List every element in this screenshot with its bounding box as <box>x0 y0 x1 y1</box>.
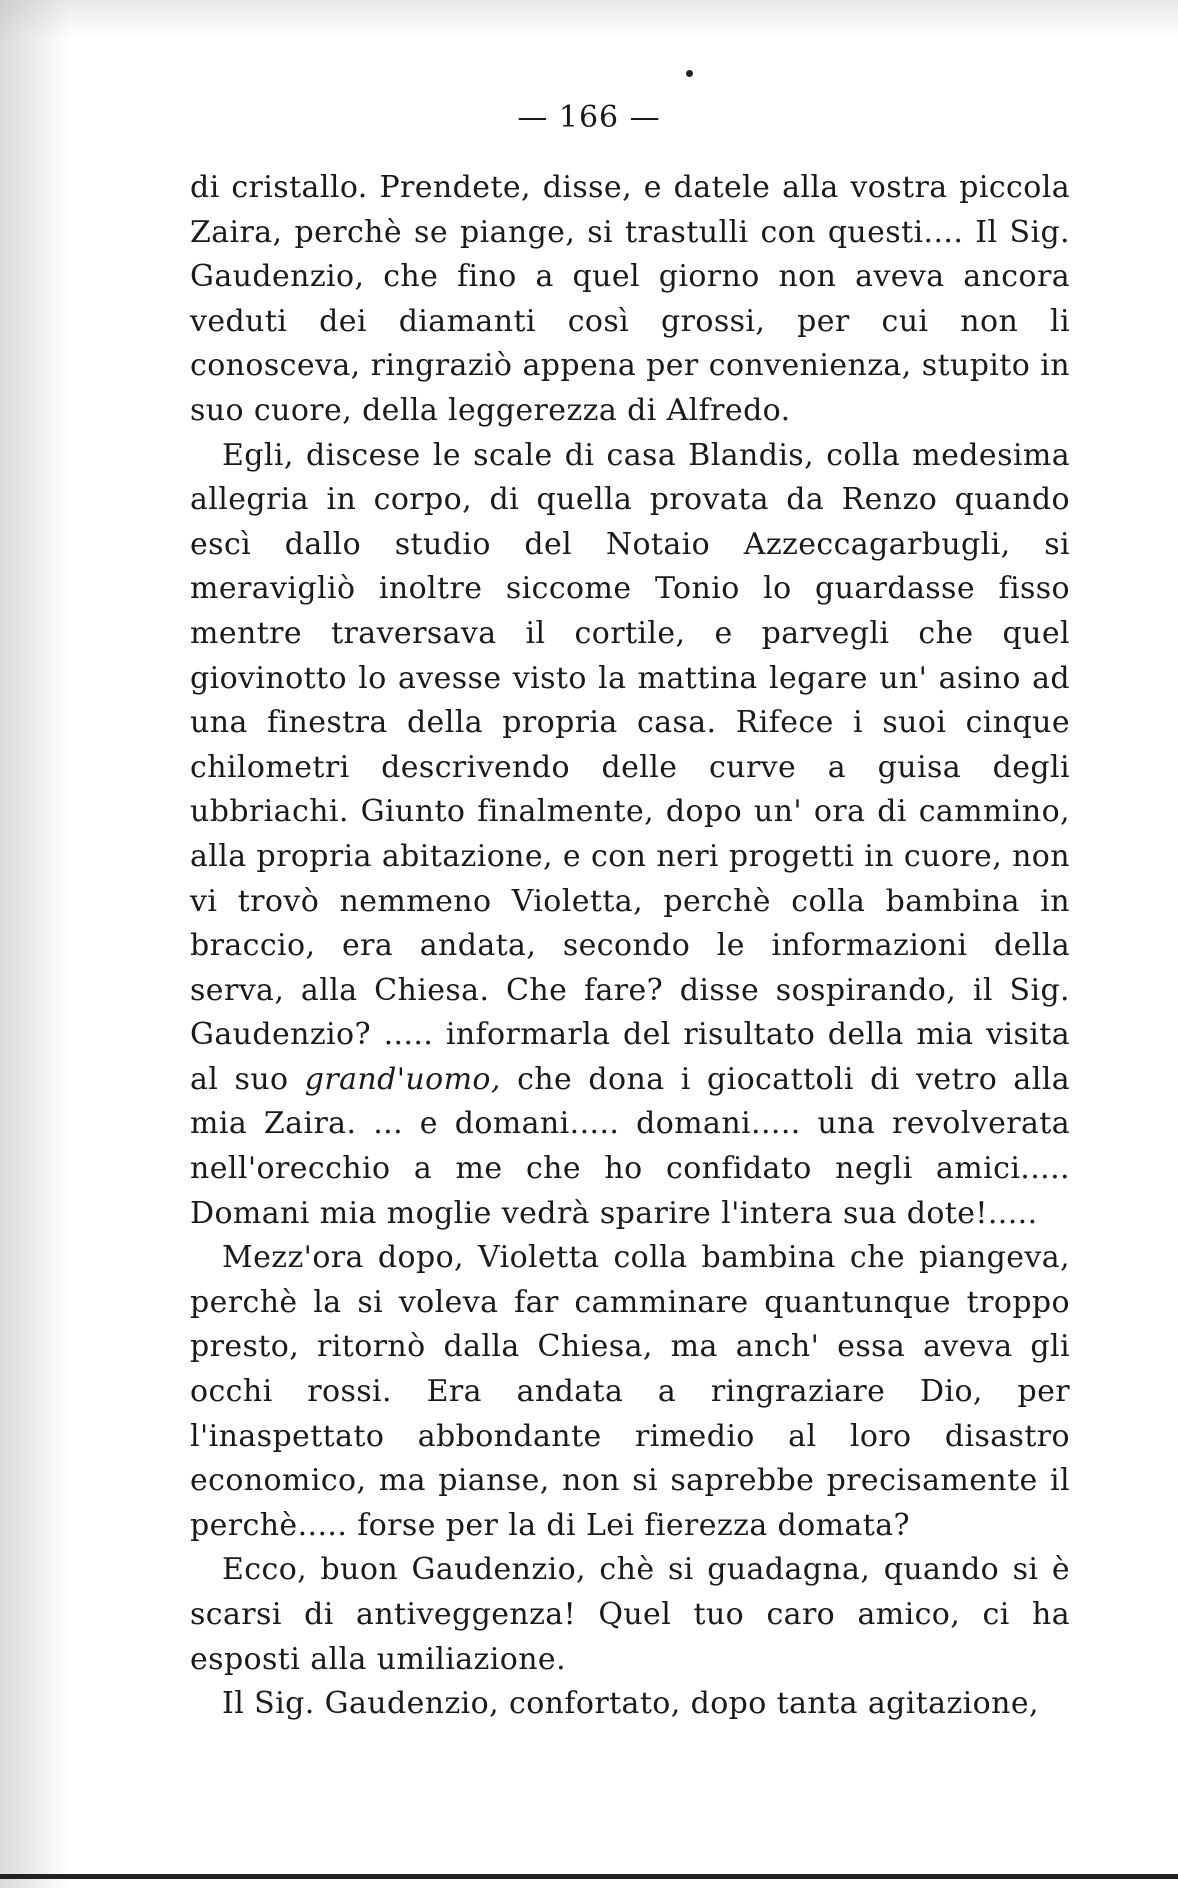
paragraph-1 <box>190 166 1070 434</box>
paragraph-4 <box>190 1548 1070 1682</box>
italic-phrase: grand'uomo, <box>304 1061 501 1097</box>
paragraph-3 <box>190 1236 1070 1548</box>
paragraph-text: Ecco, buon Gaudenzio, chè si guadagna, quando si è scarsi di antiveggenza! Quel tuo caro amico, ci ha esposti alla umiliazione. <box>190 1552 1070 1677</box>
page-top-edge-shading <box>0 0 1178 40</box>
page-number: — 166 — <box>517 100 661 135</box>
page-left-edge-shading <box>0 0 70 1888</box>
paragraph-5 <box>190 1682 1070 1727</box>
paragraph-text: Mezz'ora dopo, Violetta colla bambina che piangeva, perchè la si voleva far camminare quantunque troppo presto, ritornò dalla Chiesa, ma anch' essa aveva gli occhi rossi. Era andata a ringraziare Dio, per l'inaspettato abbondante rimedio al loro disastro economico, ma pianse, non si saprebbe precisamente il perchè..... forse per la di Lei fierezza domata? <box>190 1240 1070 1543</box>
body-text <box>190 166 1070 1727</box>
paragraph-text: di cristallo. Prendete, disse, e datele alla vostra piccola Zaira, perchè se piange, si trastulli con questi.... Il Sig. Gaudenzio, che fino a quel giorno non aveva ancora veduti dei diamanti così grossi, per cui non li conosceva, ringraziò appena per convenienza, stupito in suo cuore, della leggerezza di Alfredo. <box>190 170 1070 428</box>
paragraph-text: Egli, discese le scale di casa Blandis, colla medesima allegria in corpo, di quella provata da Renzo quando escì dallo studio del Notaio Azzeccagarbugli, si meravigliò inoltre siccome Tonio lo guardasse fisso mentre traversava il cortile, e parvegli che quel giovinotto lo avesse visto la mattina legare un' asino ad una finestra della propria casa. Rifece i suoi cinque chilometri descrivendo delle curve a guisa degli ubbriachi. Giunto finalmente, dopo un' ora di cammino, alla propria abitazione, e con neri progetti in cuore, non vi trovò nemmeno Violetta, perchè colla bambina in braccio, era andata, secondo le informazioni della serva, alla Chiesa. Che fare? disse sospirando, il Sig. Gaudenzio? ..... informarla del risultato della mia visita al suo <box>190 437 1070 1097</box>
ink-dot <box>686 70 693 77</box>
bottom-scan-rule <box>0 1874 1178 1879</box>
paragraph-2 <box>190 434 1070 1237</box>
paragraph-text: Il Sig. Gaudenzio, confortato, dopo tanta agitazione, <box>222 1686 1039 1722</box>
paragraph-text-continued: che dona i giocattoli di vetro alla mia Zaira. ... e domani..... domani..... una revolverata nell'orecchio a me che ho confidato negli amici..... Domani mia moglie vedrà sparire l'intera sua dote!..... <box>190 1061 1070 1231</box>
